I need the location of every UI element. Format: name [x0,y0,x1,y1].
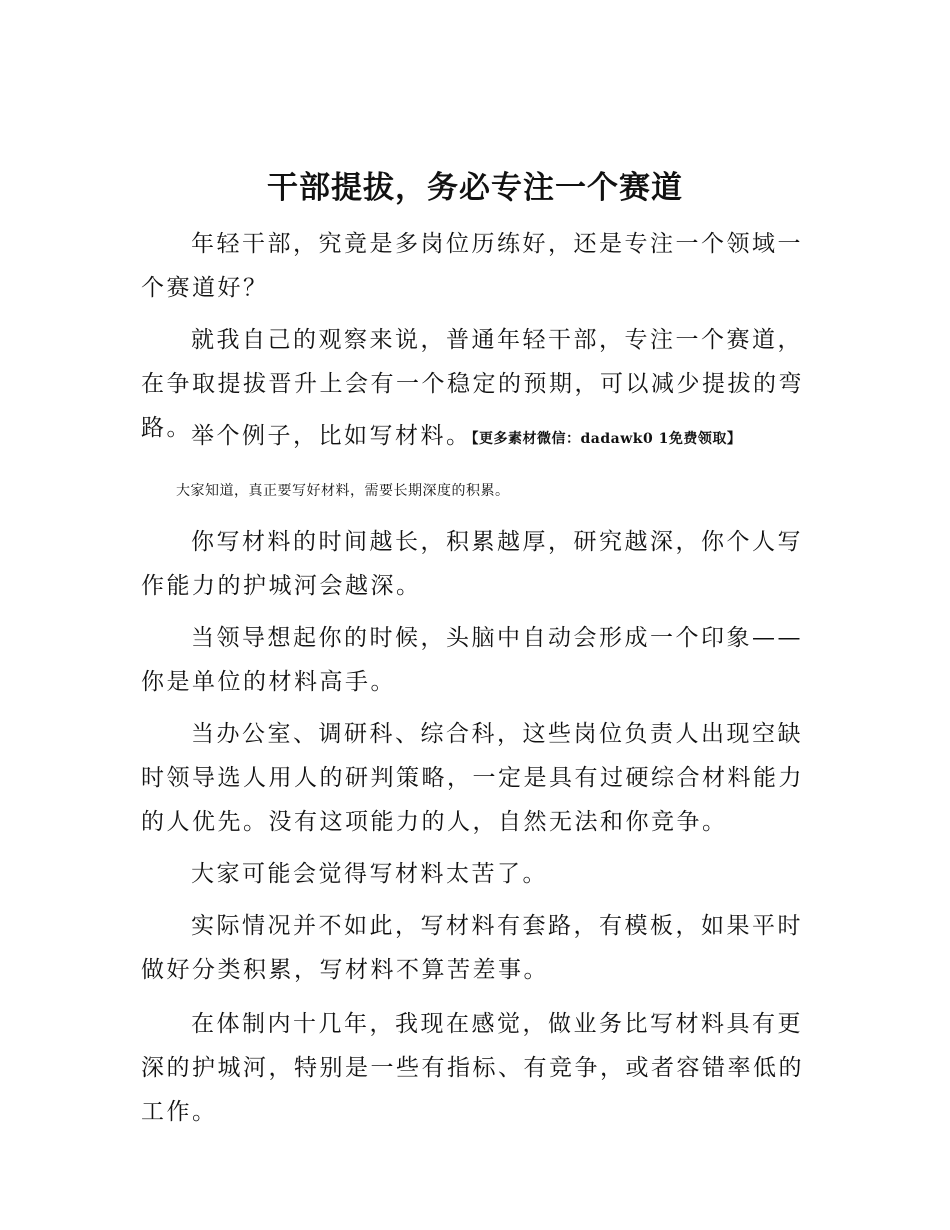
paragraph-2: 就我自己的观察来说，普通年轻干部，专注一个赛道，在争取提拔晋升上会有一个稳定的预期，可以减少提拔的弯路。 [141,327,804,441]
paragraph-8: 实际情况并不如此，写材料有套路，有模板，如果平时做好分类积累，写材料不算苦差事。 [141,913,803,983]
promo-note: 【更多素材微信：dadawk0 1免费领取】 [471,431,742,447]
paragraph-1: 年轻干部，究竟是多岗位历练好，还是专注一个领域一个赛道好？ [141,231,803,301]
small-note: 大家知道，真正要写好材料，需要长期深度的积累。 [176,483,510,499]
paragraph-3 [141,414,813,461]
paragraph-3-text: 举个例子，比如写材料。 [191,423,472,449]
paragraph-5: 当领导想起你的时候，头脑中自动会形成一个印象——你是单位的材料高手。 [141,625,803,695]
paragraph-7: 大家可能会觉得写材料太苦了。 [191,861,548,887]
paragraph-6: 当办公室、调研科、综合科，这些岗位负责人出现空缺时领导选人用人的研判策略，一定是具有过硬综合材料能力的人优先。没有这项能力的人，自然无法和你竞争。 [141,721,804,835]
paragraph-4: 你写材料的时间越长，积累越厚，研究越深，你个人写作能力的护城河会越深。 [141,529,803,599]
paragraph-9: 在体制内十几年，我现在感觉，做业务比写材料具有更深的护城河，特别是一些有指标、有竞争，或者容错率低的工作。 [141,1011,804,1125]
document-title: 干部提拔，务必专注一个赛道 [267,170,683,206]
